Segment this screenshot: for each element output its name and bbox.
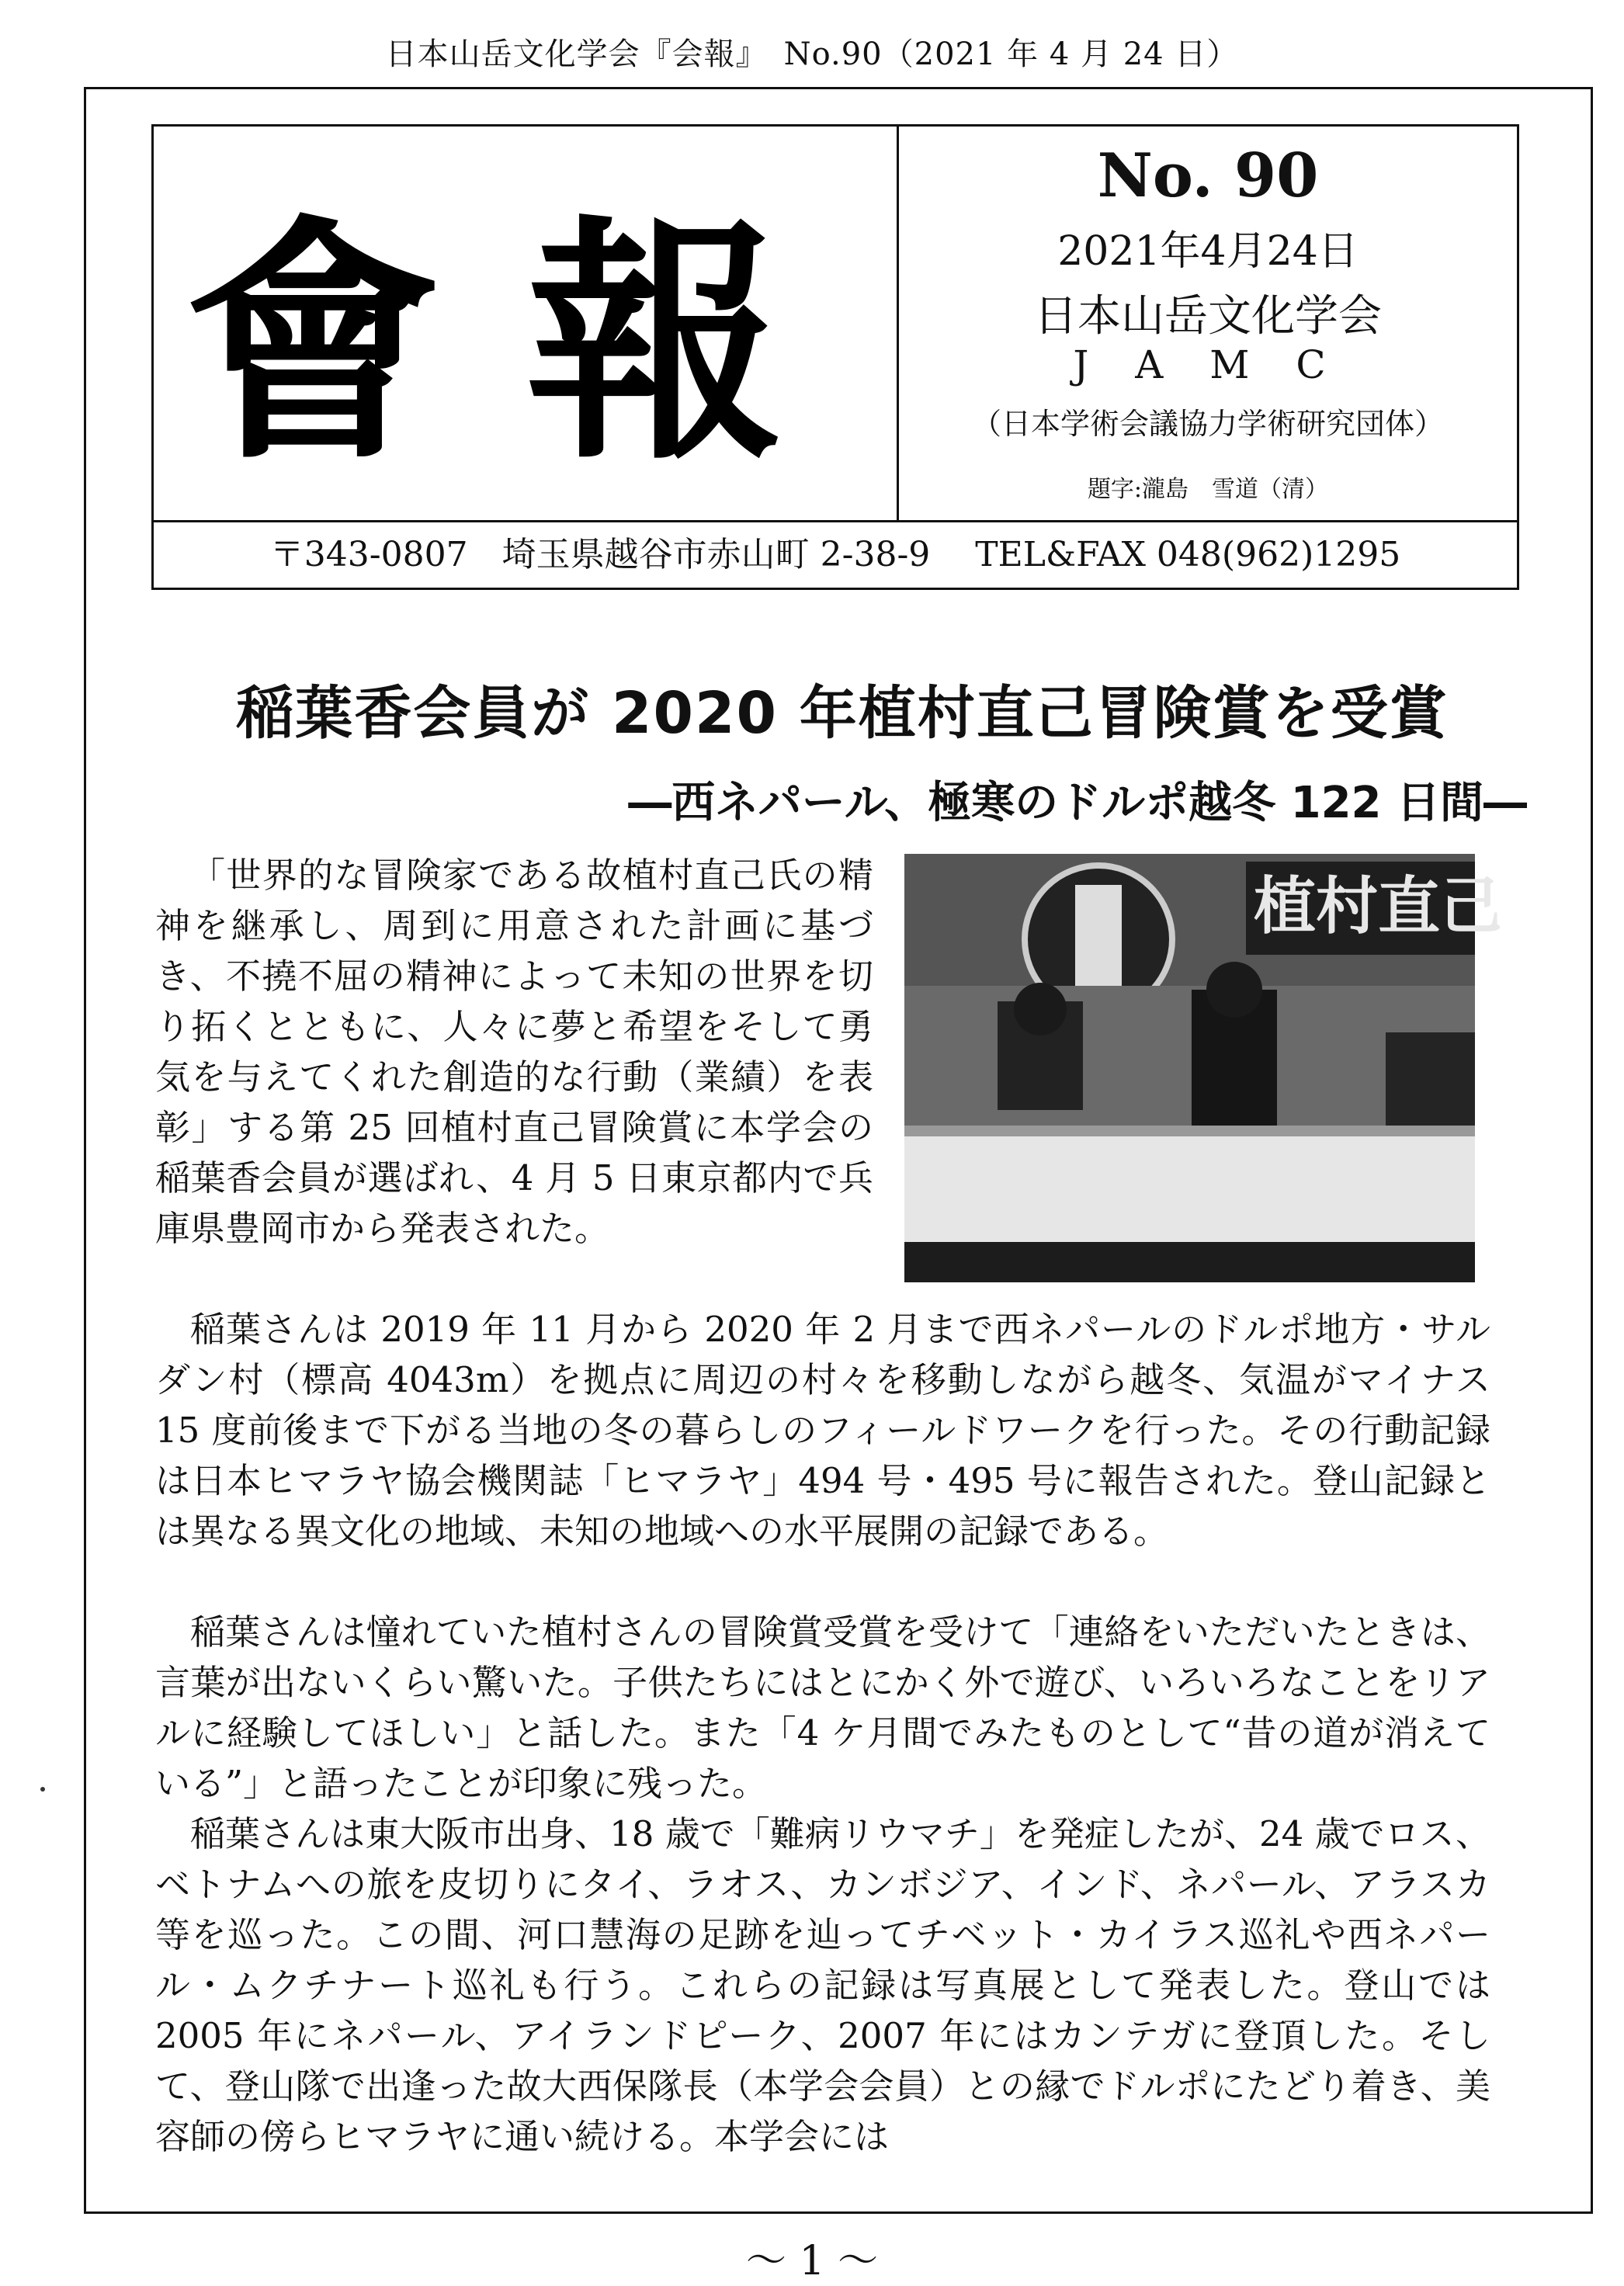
page-number: ～ 1 ～: [745, 2238, 879, 2284]
stray-mark: [40, 1787, 45, 1792]
article-subheadline: ―西ネパール、極寒のドルポ越冬 122 日間―: [628, 778, 1527, 828]
article-headline: 稲葉香会員が 2020 年植村直己冒険賞を受賞: [236, 680, 1449, 747]
article-paragraph: 「世界的な冒険家である故植村直己氏の精神を継承し、周到に用意された計画に基づき、不撓不屈の精神によって未知の世界を切り拓くとともに、人々に夢と希望をそして勇気を与えてくれた創造的な行動（業績）を表彰」する第 25 回植村直己冒険賞に本学会の稲葉香会員が選ばれ、4 月 5 日東京都内で兵庫県豊岡市から発表された。: [155, 855, 873, 1249]
masthead-info: [899, 127, 1517, 520]
running-head: 日本山岳文化学会『会報』 No.90（2021 年 4 月 24 日）: [385, 36, 1239, 72]
issue-number: No. 90: [1097, 140, 1319, 211]
article-paragraph: 稲葉さんは憧れていた植村さんの冒険賞受賞を受けて「連絡をいただいたときは、言葉が出ないくらい驚いた。子供たちにはとにかく外で遊び、いろいろなことをリアルに経験してほしい」と話した。また「4 ケ月間でみたものとして“昔の道が消えている”」と語ったことが印象に残った。: [155, 1611, 1490, 1804]
article-paragraph: 稲葉さんは東大阪市出身、18 歳で「難病リウマチ」を発症したが、24 歳でロス、ベトナムへの旅を皮切りにタイ、ラオス、カンボジア、インド、ネパール、アラスカ等を巡った。この間、河口慧海の足跡を辿ってチベット・カイラス巡礼や西ネパール・ムクチナート巡礼も行う。これらの記録は写真展として発表した。登山では 2005 年にネパール、アイランドピーク、2007 年にはカンテガに登頂した。そして、登山隊で出逢った故大西保隊長（本学会会員）との縁でドルポにたどり着き、美容師の傍らヒマラヤに通い続ける。本学会には: [155, 1813, 1490, 2157]
masthead-top: [154, 127, 1517, 522]
award-announcement-photo: [904, 854, 1502, 1282]
address-line: 〒343-0807 埼玉県越谷市赤山町 2-38-9 TEL&FAX 048(962)1295: [269, 535, 1401, 574]
masthead: [151, 124, 1519, 590]
calligraphy-title-logo: [154, 127, 894, 520]
calligraphy-title-text: 會報: [185, 193, 868, 494]
organization-abbreviation: J A M C: [1073, 342, 1343, 387]
calligrapher-credit: 題字:瀧島 雪道（清）: [1087, 476, 1329, 503]
masthead-title-box: [154, 127, 899, 520]
organization-name: 日本山岳文化学会: [1034, 291, 1382, 342]
photo-illustration: [904, 854, 1502, 1282]
photo-banner-text: 植村直己: [1254, 870, 1502, 942]
article-paragraph: 稲葉さんは 2019 年 11 月から 2020 年 2 月まで西ネパールのドルポ地方・サルダン村（標高 4043m）を拠点に周辺の村々を移動しながら越冬、気温がマイナス 15 度前後まで下がる当地の冬の暮らしのフィールドワークを行った。その行動記録は日本ヒマラヤ協会機関誌「ヒマラヤ」494 号・495 号に報告された。登山記録とは異なる異文化の地域、未知の地域への水平展開の記録である。: [155, 1309, 1490, 1552]
issue-date: 2021年4月24日: [1057, 228, 1359, 275]
organization-note: （日本学術会議協力学術研究団体）: [971, 407, 1444, 441]
